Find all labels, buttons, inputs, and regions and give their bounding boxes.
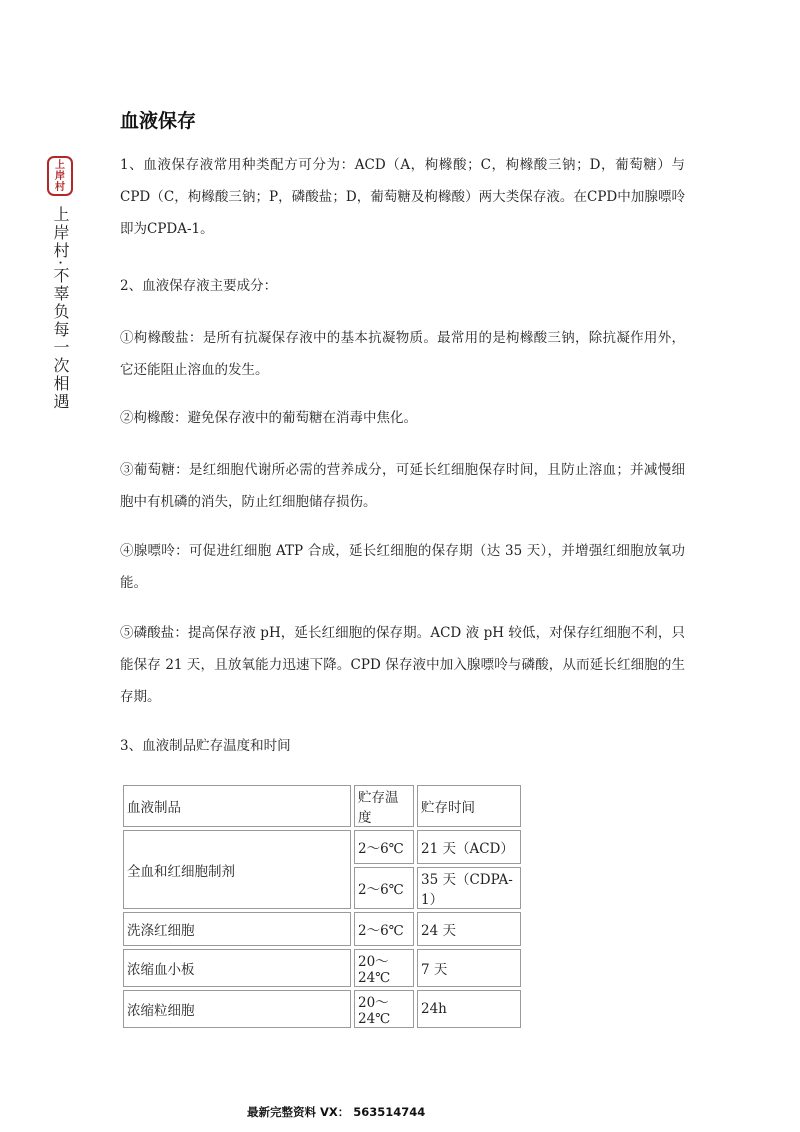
- paragraph-formulas: 1、血液保存液常用种类配方可分为：ACD（A，枸橼酸；C，枸橼酸三钠；D，葡萄糖）与CPD（C，枸橼酸三钠；P，磷酸盐；D，葡萄糖及枸橼酸）两大类保存液。在CPD中加腺嘌呤即为CPDA-1。: [120, 157, 685, 237]
- cell-product: 全血和红细胞制剂: [123, 830, 351, 909]
- paragraph-components-heading: 2、血液保存液主要成分：: [120, 278, 278, 294]
- cell-temperature: 20～24℃: [354, 949, 414, 987]
- cell-duration: 7 天: [417, 949, 521, 987]
- header-product: 血液制品: [123, 785, 351, 827]
- cell-temperature: 2～6℃: [354, 912, 414, 946]
- header-temperature: 贮存温度: [354, 785, 414, 827]
- cell-duration: 35 天（CDPA-1）: [417, 867, 521, 909]
- page-title: 血液保存: [120, 110, 197, 132]
- table-row: [123, 912, 521, 946]
- paragraph-phosphate: ⑤磷酸盐：提高保存液 pH，延长红细胞的保存期。ACD 液 pH 较低，对保存红细胞不利，只能保存 21 天，且放氧能力迅速下降。CPD 保存液中加入腺嘌呤与磷酸，从而延长红细胞的生存期。: [120, 625, 685, 705]
- seal-char: 村: [55, 181, 65, 193]
- cell-temperature: 2～6℃: [354, 867, 414, 909]
- cell-product: 洗涤红细胞: [123, 912, 351, 946]
- paragraph-citrate-salt: ①枸橼酸盐：是所有抗凝保存液中的基本抗凝物质。最常用的是枸橼酸三钠，除抗凝作用外，它还能阻止溶血的发生。: [120, 330, 685, 378]
- paragraph-glucose: ③葡萄糖：是红细胞代谢所必需的营养成分，可延长红细胞保存时间，且防止溶血；并减慢细胞中有机磷的消失，防止红细胞储存损伤。: [120, 462, 685, 510]
- cell-product: 浓缩血小板: [123, 949, 351, 987]
- paragraph-adenine: ④腺嘌呤：可促进红细胞 ATP 合成，延长红细胞的保存期（达 35 天），并增强红细胞放氧功能。: [120, 543, 685, 591]
- seal-logo: [47, 156, 73, 196]
- cell-duration: 21 天（ACD）: [417, 830, 521, 864]
- cell-temperature: 20～24℃: [354, 990, 414, 1028]
- side-slogan: 上岸村·不辜负每一次相遇: [51, 206, 70, 412]
- table-row: [123, 990, 521, 1028]
- footer-contact: 最新完整资料 VX： 563514744: [247, 1105, 426, 1119]
- cell-temperature: 2～6℃: [354, 830, 414, 864]
- cell-product: 浓缩粒细胞: [123, 990, 351, 1028]
- paragraph-storage-heading: 3、血液制品贮存温度和时间: [120, 738, 291, 754]
- table-row: [123, 949, 521, 987]
- header-duration: 贮存时间: [417, 785, 521, 827]
- cell-duration: 24 天: [417, 912, 521, 946]
- seal-char: 岸: [55, 170, 65, 182]
- table-row: [123, 830, 521, 864]
- paragraph-citric-acid: ②枸橼酸：避免保存液中的葡萄糖在消毒中焦化。: [120, 410, 417, 426]
- seal-char: 上: [55, 159, 65, 171]
- table-header-row: [123, 785, 521, 827]
- cell-duration: 24h: [417, 990, 521, 1028]
- storage-table: [120, 782, 524, 1031]
